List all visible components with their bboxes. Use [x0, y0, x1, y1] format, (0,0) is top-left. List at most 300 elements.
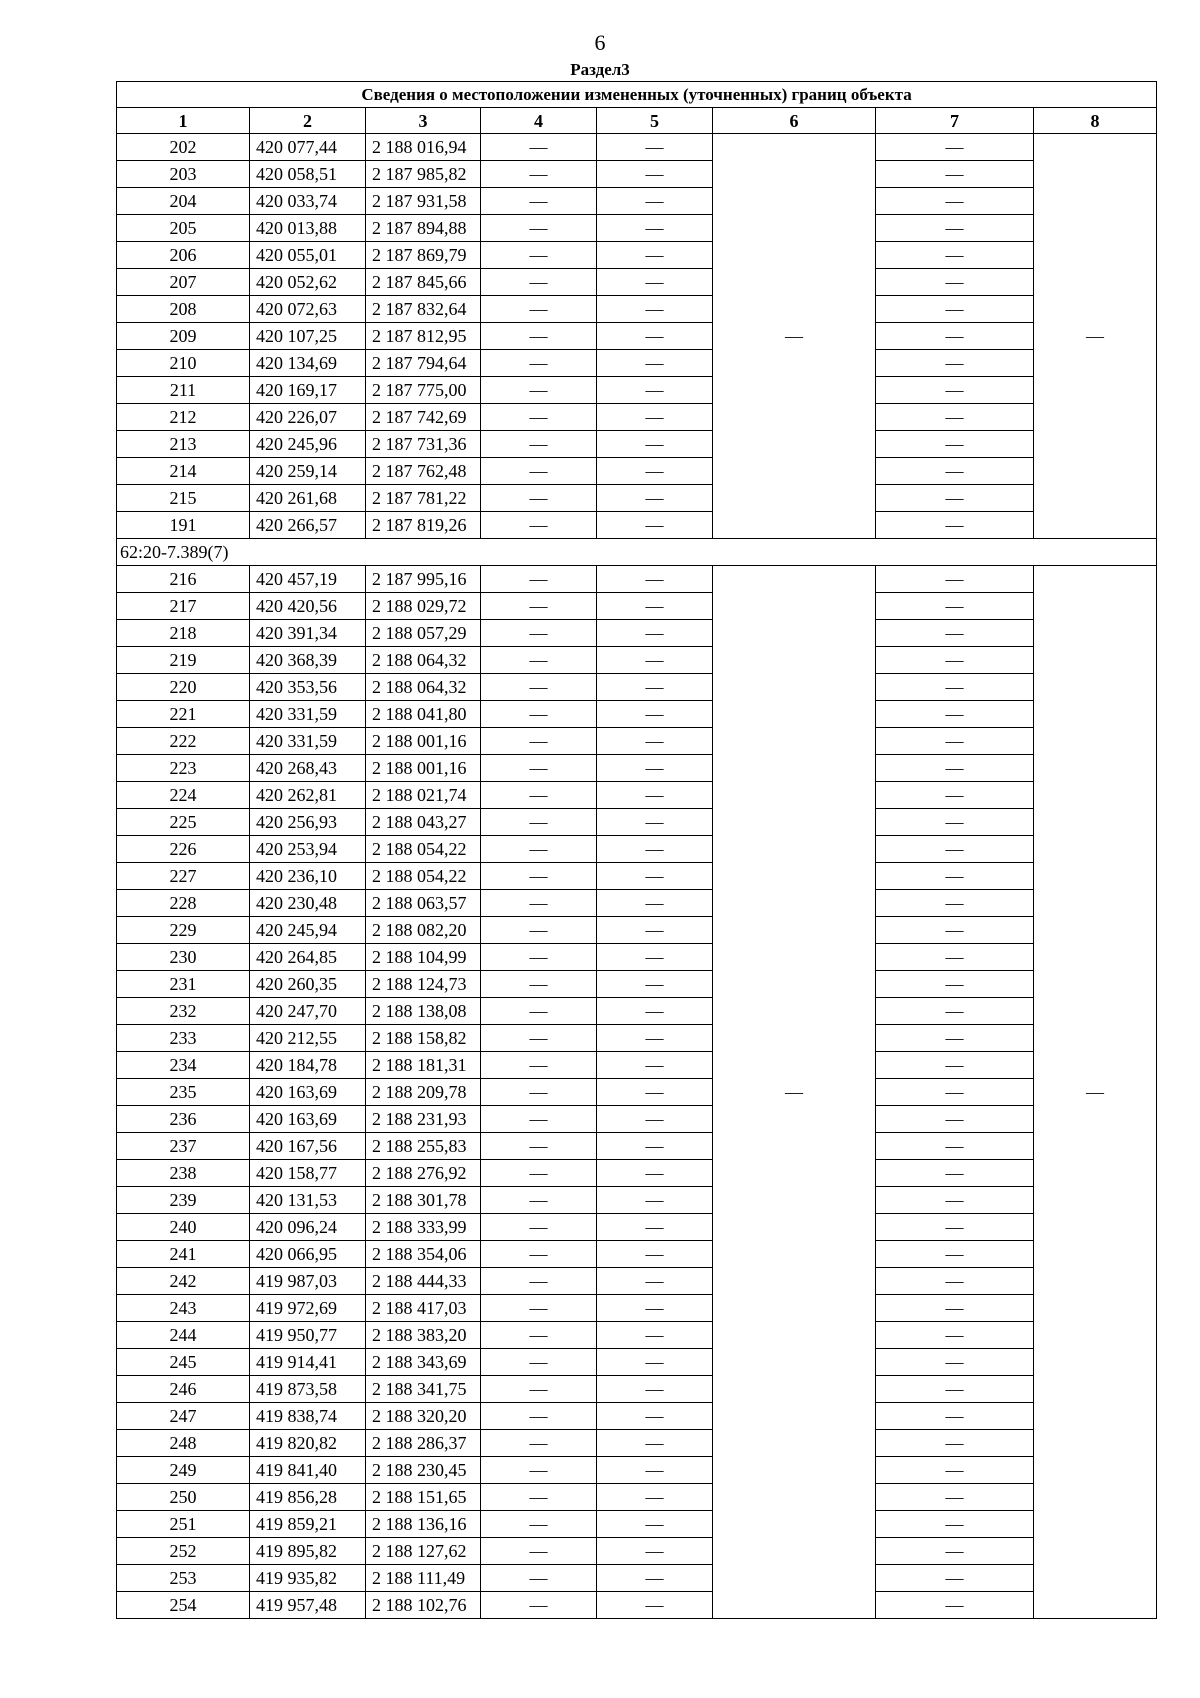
point-number: 224: [117, 782, 250, 809]
column-4-value: —: [481, 836, 597, 863]
column-4-value: —: [481, 566, 597, 593]
column-4-value: —: [481, 134, 597, 161]
coordinate-y: 2 188 064,32: [366, 674, 481, 701]
point-number: 208: [117, 296, 250, 323]
table-row: [117, 566, 1157, 593]
column-5-value: —: [597, 215, 713, 242]
table-row: [117, 593, 1157, 620]
column-4-value: —: [481, 944, 597, 971]
table-row: [117, 917, 1157, 944]
coordinate-y: 2 188 063,57: [366, 890, 481, 917]
table-row: [117, 404, 1157, 431]
table-row: [117, 350, 1157, 377]
table-row: [117, 674, 1157, 701]
column-7-value: —: [876, 1268, 1034, 1295]
column-7-value: —: [876, 161, 1034, 188]
table-row: [117, 1349, 1157, 1376]
point-number: 250: [117, 1484, 250, 1511]
column-4-value: —: [481, 1025, 597, 1052]
table-row: [117, 971, 1157, 998]
column-6-value: —: [713, 134, 876, 539]
table-row: [117, 296, 1157, 323]
point-number: 209: [117, 323, 250, 350]
column-5-value: —: [597, 1160, 713, 1187]
column-4-value: —: [481, 728, 597, 755]
column-4-value: —: [481, 890, 597, 917]
table-row: [117, 1268, 1157, 1295]
column-4-value: —: [481, 971, 597, 998]
point-number: 238: [117, 1160, 250, 1187]
point-number: 240: [117, 1214, 250, 1241]
table-row: [117, 1403, 1157, 1430]
coordinate-x: 420 268,43: [250, 755, 366, 782]
coordinate-x: 420 131,53: [250, 1187, 366, 1214]
column-4-value: —: [481, 1565, 597, 1592]
table-row: [117, 1133, 1157, 1160]
column-5-value: —: [597, 944, 713, 971]
column-7-value: —: [876, 620, 1034, 647]
point-number: 241: [117, 1241, 250, 1268]
coordinate-x: 419 895,82: [250, 1538, 366, 1565]
column-7-value: —: [876, 485, 1034, 512]
column-4-value: —: [481, 1457, 597, 1484]
table-row: [117, 944, 1157, 971]
coordinate-x: 420 331,59: [250, 701, 366, 728]
table-row: [117, 1457, 1157, 1484]
column-5-value: —: [597, 350, 713, 377]
coordinate-x: 419 838,74: [250, 1403, 366, 1430]
point-number: 233: [117, 1025, 250, 1052]
coordinate-y: 2 188 016,94: [366, 134, 481, 161]
coordinate-x: 420 420,56: [250, 593, 366, 620]
coordinate-y: 2 188 343,69: [366, 1349, 481, 1376]
column-7-value: —: [876, 809, 1034, 836]
column-5-value: —: [597, 755, 713, 782]
table-row: [117, 323, 1157, 350]
table-row: [117, 1322, 1157, 1349]
column-6-value: —: [713, 566, 876, 1619]
table-row: [117, 1214, 1157, 1241]
column-7-value: —: [876, 674, 1034, 701]
column-4-value: —: [481, 242, 597, 269]
column-header: 6: [713, 108, 876, 134]
column-5-value: —: [597, 512, 713, 539]
point-number: 242: [117, 1268, 250, 1295]
column-8-value: —: [1034, 566, 1157, 1619]
column-4-value: —: [481, 1106, 597, 1133]
coordinate-x: 419 841,40: [250, 1457, 366, 1484]
point-number: 206: [117, 242, 250, 269]
column-5-value: —: [597, 674, 713, 701]
boundary-coordinates-table: [116, 81, 1157, 1619]
table-row: [117, 998, 1157, 1025]
column-4-value: —: [481, 323, 597, 350]
column-5-value: —: [597, 431, 713, 458]
column-4-value: —: [481, 755, 597, 782]
point-number: 234: [117, 1052, 250, 1079]
coordinate-y: 2 187 731,36: [366, 431, 481, 458]
coordinate-x: 420 163,69: [250, 1079, 366, 1106]
table-row: [117, 1538, 1157, 1565]
coordinate-y: 2 188 444,33: [366, 1268, 481, 1295]
coordinate-y: 2 188 383,20: [366, 1322, 481, 1349]
coordinate-x: 419 873,58: [250, 1376, 366, 1403]
point-number: 244: [117, 1322, 250, 1349]
table-body: [117, 134, 1157, 1619]
column-4-value: —: [481, 485, 597, 512]
table-row: [117, 1430, 1157, 1457]
table-row: [117, 890, 1157, 917]
column-7-value: —: [876, 593, 1034, 620]
column-header: 5: [597, 108, 713, 134]
point-number: 222: [117, 728, 250, 755]
table-row: [117, 1376, 1157, 1403]
coordinate-y: 2 188 333,99: [366, 1214, 481, 1241]
column-4-value: —: [481, 1592, 597, 1619]
coordinate-y: 2 188 181,31: [366, 1052, 481, 1079]
column-7-value: —: [876, 1295, 1034, 1322]
table-row: [117, 1052, 1157, 1079]
table-row: [117, 728, 1157, 755]
coordinate-x: 419 987,03: [250, 1268, 366, 1295]
column-5-value: —: [597, 1295, 713, 1322]
coordinate-x: 420 264,85: [250, 944, 366, 971]
column-7-value: —: [876, 1187, 1034, 1214]
coordinate-y: 2 188 001,16: [366, 755, 481, 782]
coordinate-x: 420 072,63: [250, 296, 366, 323]
column-7-value: —: [876, 1160, 1034, 1187]
column-4-value: —: [481, 1052, 597, 1079]
coordinate-y: 2 187 869,79: [366, 242, 481, 269]
column-4-value: —: [481, 1079, 597, 1106]
coordinate-x: 420 107,25: [250, 323, 366, 350]
coordinate-y: 2 188 102,76: [366, 1592, 481, 1619]
coordinate-x: 420 245,94: [250, 917, 366, 944]
column-5-value: —: [597, 782, 713, 809]
column-8-value: —: [1034, 134, 1157, 539]
coordinate-x: 420 353,56: [250, 674, 366, 701]
column-7-value: —: [876, 836, 1034, 863]
column-7-value: —: [876, 242, 1034, 269]
column-4-value: —: [481, 431, 597, 458]
point-number: 231: [117, 971, 250, 998]
column-7-value: —: [876, 404, 1034, 431]
coordinate-y: 2 188 276,92: [366, 1160, 481, 1187]
point-number: 239: [117, 1187, 250, 1214]
column-4-value: —: [481, 296, 597, 323]
column-4-value: —: [481, 512, 597, 539]
column-7-value: —: [876, 1457, 1034, 1484]
column-7-value: —: [876, 350, 1034, 377]
coordinate-x: 420 266,57: [250, 512, 366, 539]
column-5-value: —: [597, 1538, 713, 1565]
column-7-value: —: [876, 782, 1034, 809]
column-7-value: —: [876, 755, 1034, 782]
column-7-value: —: [876, 1349, 1034, 1376]
coordinate-x: 420 212,55: [250, 1025, 366, 1052]
column-header: 2: [250, 108, 366, 134]
point-number: 213: [117, 431, 250, 458]
point-number: 227: [117, 863, 250, 890]
column-5-value: —: [597, 620, 713, 647]
point-number: 245: [117, 1349, 250, 1376]
column-5-value: —: [597, 1079, 713, 1106]
table-row: [117, 701, 1157, 728]
coordinate-x: 420 134,69: [250, 350, 366, 377]
column-4-value: —: [481, 1349, 597, 1376]
column-4-value: —: [481, 188, 597, 215]
column-7-value: —: [876, 1592, 1034, 1619]
point-number: 214: [117, 458, 250, 485]
point-number: 252: [117, 1538, 250, 1565]
group-label-row: [117, 539, 1157, 566]
table-row: [117, 1241, 1157, 1268]
column-header: 7: [876, 108, 1034, 134]
table-row: [117, 782, 1157, 809]
column-7-value: —: [876, 917, 1034, 944]
column-5-value: —: [597, 1376, 713, 1403]
column-7-value: —: [876, 1430, 1034, 1457]
table-row: [117, 1565, 1157, 1592]
column-7-value: —: [876, 1511, 1034, 1538]
point-number: 229: [117, 917, 250, 944]
coordinate-x: 419 859,21: [250, 1511, 366, 1538]
column-7-value: —: [876, 1241, 1034, 1268]
point-number: 236: [117, 1106, 250, 1133]
table-row: [117, 188, 1157, 215]
column-4-value: —: [481, 350, 597, 377]
column-4-value: —: [481, 593, 597, 620]
column-5-value: —: [597, 1349, 713, 1376]
column-5-value: —: [597, 728, 713, 755]
column-4-value: —: [481, 674, 597, 701]
column-4-value: —: [481, 1538, 597, 1565]
point-number: 225: [117, 809, 250, 836]
point-number: 218: [117, 620, 250, 647]
point-number: 246: [117, 1376, 250, 1403]
column-5-value: —: [597, 323, 713, 350]
column-4-value: —: [481, 1430, 597, 1457]
column-7-value: —: [876, 863, 1034, 890]
coordinate-x: 419 950,77: [250, 1322, 366, 1349]
column-5-value: —: [597, 242, 713, 269]
column-5-value: —: [597, 971, 713, 998]
coordinate-x: 420 230,48: [250, 890, 366, 917]
cadastral-number-label: 62:20-7.389(7): [117, 539, 1157, 566]
point-number: 230: [117, 944, 250, 971]
coordinate-y: 2 188 255,83: [366, 1133, 481, 1160]
point-number: 249: [117, 1457, 250, 1484]
coordinate-x: 420 163,69: [250, 1106, 366, 1133]
column-4-value: —: [481, 1295, 597, 1322]
coordinate-y: 2 188 021,74: [366, 782, 481, 809]
column-7-value: —: [876, 728, 1034, 755]
column-4-value: —: [481, 215, 597, 242]
column-4-value: —: [481, 1322, 597, 1349]
coordinate-y: 2 188 041,80: [366, 701, 481, 728]
column-5-value: —: [597, 161, 713, 188]
column-7-value: —: [876, 296, 1034, 323]
column-5-value: —: [597, 1241, 713, 1268]
column-5-value: —: [597, 1268, 713, 1295]
column-4-value: —: [481, 998, 597, 1025]
column-5-value: —: [597, 1214, 713, 1241]
column-4-value: —: [481, 647, 597, 674]
point-number: 251: [117, 1511, 250, 1538]
coordinate-x: 420 184,78: [250, 1052, 366, 1079]
column-5-value: —: [597, 566, 713, 593]
column-7-value: —: [876, 1106, 1034, 1133]
table-row: [117, 1484, 1157, 1511]
column-4-value: —: [481, 1511, 597, 1538]
column-5-value: —: [597, 917, 713, 944]
column-4-value: —: [481, 377, 597, 404]
table-row: [117, 431, 1157, 458]
coordinate-y: 2 188 151,65: [366, 1484, 481, 1511]
column-7-value: —: [876, 1052, 1034, 1079]
point-number: 220: [117, 674, 250, 701]
column-7-value: —: [876, 1025, 1034, 1052]
coordinate-y: 2 187 995,16: [366, 566, 481, 593]
column-7-value: —: [876, 1133, 1034, 1160]
column-5-value: —: [597, 1565, 713, 1592]
column-7-value: —: [876, 1214, 1034, 1241]
point-number: 235: [117, 1079, 250, 1106]
coordinate-y: 2 188 286,37: [366, 1430, 481, 1457]
column-4-value: —: [481, 809, 597, 836]
column-5-value: —: [597, 863, 713, 890]
column-5-value: —: [597, 458, 713, 485]
coordinate-x: 420 055,01: [250, 242, 366, 269]
point-number: 248: [117, 1430, 250, 1457]
column-5-value: —: [597, 269, 713, 296]
coordinate-y: 2 188 209,78: [366, 1079, 481, 1106]
coordinate-y: 2 187 812,95: [366, 323, 481, 350]
column-5-value: —: [597, 1511, 713, 1538]
column-5-value: —: [597, 593, 713, 620]
column-4-value: —: [481, 1268, 597, 1295]
coordinate-x: 420 033,74: [250, 188, 366, 215]
table-row: [117, 215, 1157, 242]
column-7-value: —: [876, 1484, 1034, 1511]
column-7-value: —: [876, 1079, 1034, 1106]
table-row: [117, 1592, 1157, 1619]
coordinate-y: 2 188 043,27: [366, 809, 481, 836]
point-number: 203: [117, 161, 250, 188]
point-number: 212: [117, 404, 250, 431]
column-5-value: —: [597, 296, 713, 323]
column-5-value: —: [597, 1403, 713, 1430]
coordinate-y: 2 188 354,06: [366, 1241, 481, 1268]
table-row: [117, 242, 1157, 269]
coordinate-y: 2 188 230,45: [366, 1457, 481, 1484]
table-row: [117, 1187, 1157, 1214]
column-7-value: —: [876, 1538, 1034, 1565]
column-4-value: —: [481, 1403, 597, 1430]
coordinate-x: 419 820,82: [250, 1430, 366, 1457]
column-7-value: —: [876, 1376, 1034, 1403]
column-5-value: —: [597, 485, 713, 512]
column-5-value: —: [597, 1592, 713, 1619]
coordinate-y: 2 188 054,22: [366, 863, 481, 890]
table-row: [117, 1106, 1157, 1133]
column-5-value: —: [597, 701, 713, 728]
point-number: 205: [117, 215, 250, 242]
coordinate-x: 420 052,62: [250, 269, 366, 296]
column-4-value: —: [481, 620, 597, 647]
column-5-value: —: [597, 404, 713, 431]
column-7-value: —: [876, 431, 1034, 458]
coordinate-x: 420 167,56: [250, 1133, 366, 1160]
column-header: 8: [1034, 108, 1157, 134]
coordinate-y: 2 188 111,49: [366, 1565, 481, 1592]
coordinate-y: 2 187 931,58: [366, 188, 481, 215]
column-5-value: —: [597, 836, 713, 863]
column-7-value: —: [876, 323, 1034, 350]
column-7-value: —: [876, 647, 1034, 674]
column-7-value: —: [876, 1322, 1034, 1349]
column-header: 1: [117, 108, 250, 134]
coordinate-x: 420 058,51: [250, 161, 366, 188]
coordinate-y: 2 187 762,48: [366, 458, 481, 485]
coordinate-y: 2 188 231,93: [366, 1106, 481, 1133]
point-number: 253: [117, 1565, 250, 1592]
column-7-value: —: [876, 215, 1034, 242]
table-row: [117, 1295, 1157, 1322]
table-row: [117, 1025, 1157, 1052]
coordinate-x: 419 972,69: [250, 1295, 366, 1322]
coordinate-x: 419 957,48: [250, 1592, 366, 1619]
coordinate-y: 2 187 742,69: [366, 404, 481, 431]
coordinate-x: 420 013,88: [250, 215, 366, 242]
coordinate-y: 2 188 127,62: [366, 1538, 481, 1565]
table-row: [117, 863, 1157, 890]
point-number: 243: [117, 1295, 250, 1322]
coordinate-x: 420 391,34: [250, 620, 366, 647]
table-row: [117, 1160, 1157, 1187]
table-row: [117, 1079, 1157, 1106]
column-4-value: —: [481, 1133, 597, 1160]
coordinate-y: 2 188 082,20: [366, 917, 481, 944]
coordinate-x: 420 245,96: [250, 431, 366, 458]
coordinate-y: 2 187 819,26: [366, 512, 481, 539]
coordinate-x: 420 261,68: [250, 485, 366, 512]
coordinate-x: 420 169,17: [250, 377, 366, 404]
coordinate-y: 2 187 894,88: [366, 215, 481, 242]
column-5-value: —: [597, 1025, 713, 1052]
column-5-value: —: [597, 1484, 713, 1511]
point-number: 202: [117, 134, 250, 161]
column-4-value: —: [481, 161, 597, 188]
coordinate-y: 2 187 845,66: [366, 269, 481, 296]
column-5-value: —: [597, 134, 713, 161]
point-number: 228: [117, 890, 250, 917]
point-number: 221: [117, 701, 250, 728]
column-4-value: —: [481, 404, 597, 431]
column-7-value: —: [876, 377, 1034, 404]
point-number: 219: [117, 647, 250, 674]
column-4-value: —: [481, 458, 597, 485]
column-7-value: —: [876, 998, 1034, 1025]
table-row: [117, 377, 1157, 404]
table-row: [117, 1511, 1157, 1538]
coordinate-x: 419 914,41: [250, 1349, 366, 1376]
table-row: [117, 134, 1157, 161]
coordinate-y: 2 188 124,73: [366, 971, 481, 998]
column-4-value: —: [481, 917, 597, 944]
point-number: 254: [117, 1592, 250, 1619]
column-4-value: —: [481, 1160, 597, 1187]
